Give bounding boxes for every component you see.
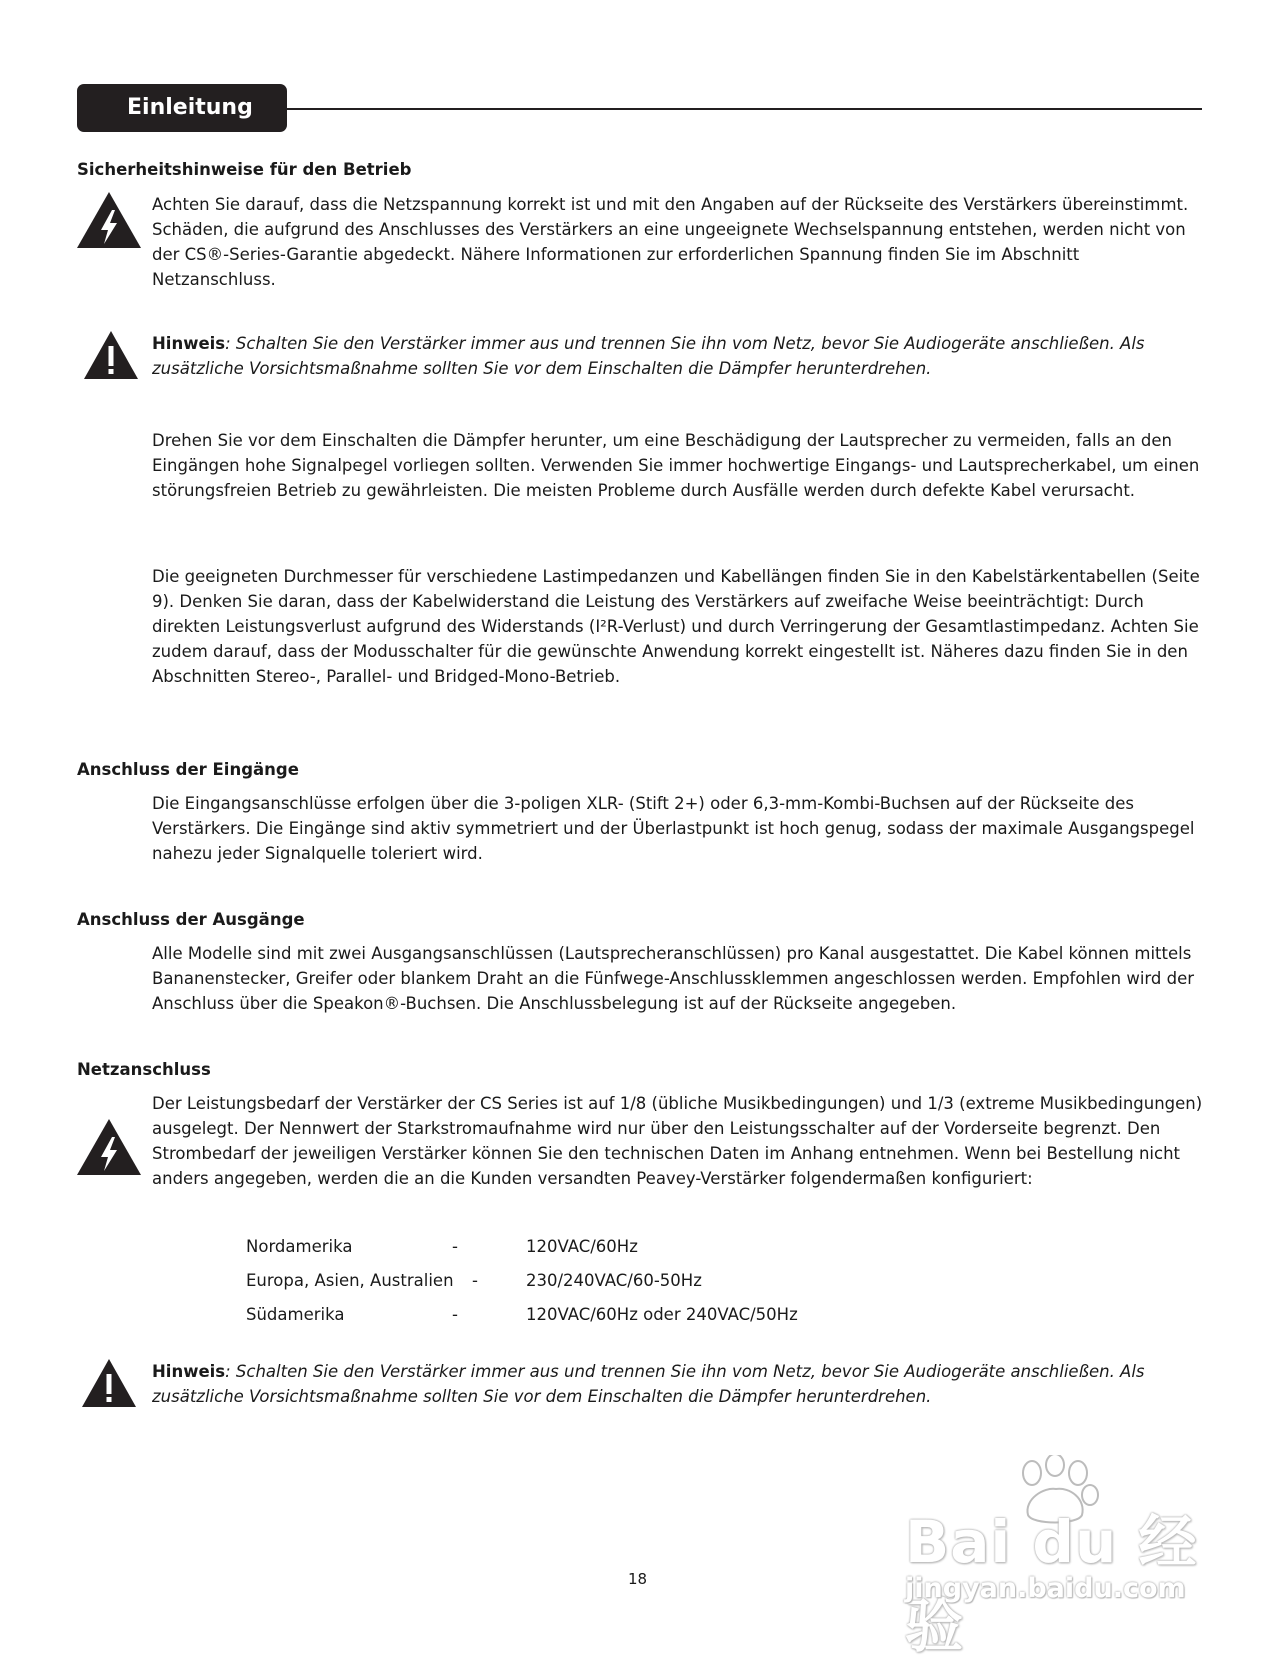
section-header (77, 84, 1202, 134)
spec-value: 120VAC/60Hz oder 240VAC/50Hz (526, 1305, 798, 1324)
note-label: Hinweis (152, 334, 226, 353)
spec-region: Südamerika (246, 1305, 345, 1324)
baidu-watermark (905, 1455, 1205, 1660)
safety-paragraph-1: Drehen Sie vor dem Einschalten die Dämpfer herunter, um eine Beschädigung der Lautsprecher zu vermeiden, falls an den Eingängen hohe Signalpegel vorliegen sollten. Verwenden Sie immer hochwertige Eingangs- und Lautsprecherkabel, um einen störungsfreien Betrieb zu gewährleisten. Die meisten Probleme durch Ausfälle werden durch defekte Kabel verursacht. (152, 431, 1200, 500)
note-label: Hinweis (152, 1362, 226, 1381)
heading-safety: Sicherheitshinweise für den Betrieb (77, 160, 412, 179)
safety-note (152, 331, 1207, 381)
exclamation-warning-icon (80, 1357, 138, 1413)
note-text: : Schalten Sie den Verstärker immer aus und trennen Sie ihn vom Netz, bevor Sie Audiogeräte anschließen. Als zusätzliche Vorsichtsmaßnahme sollten Sie vor dem Einschalten die Dämpfer herunterdrehen. (152, 334, 1145, 378)
spec-value: 230/240VAC/60-50Hz (526, 1271, 702, 1290)
spec-row (246, 1264, 846, 1298)
heading-outputs: Anschluss der Ausgänge (77, 910, 305, 929)
spec-dash: - (472, 1271, 478, 1290)
spec-dash: - (452, 1305, 458, 1324)
section-rule (287, 108, 1202, 110)
heading-inputs: Anschluss der Eingänge (77, 760, 299, 779)
spec-region: Europa, Asien, Australien (246, 1271, 454, 1290)
spec-region: Nordamerika (246, 1237, 353, 1256)
spec-row (246, 1230, 846, 1264)
spec-dash: - (452, 1237, 458, 1256)
inputs-text: Die Eingangsanschlüsse erfolgen über die 3-poligen XLR- (Stift 2+) oder 6,3-mm-Kombi-Buchsen auf der Rückseite des Verstärkers. Die Eingänge sind aktiv symmetriert und der Überlastpunkt ist hoch genug, sodass der maximale Ausgangspegel nahezu jeder Signalquelle toleriert wird. (152, 794, 1195, 863)
power-text: Der Leistungsbedarf der Verstärker der CS Series ist auf 1/8 (übliche Musikbedingungen) und 1/3 (extreme Musikbedingungen) ausgelegt. Der Nennwert der Starkstromaufnahme wird nur über den Leistungsschalter auf der Vorderseite begrenzt. Den Strombedarf der jeweiligen Verstärker können Sie den technischen Daten im Anhang entnehmen. Wenn bei Bestellung nicht anders angegeben, werden die an die Kunden versandten Peavey-Verstärker folgendermaßen konfiguriert: (152, 1094, 1203, 1188)
heading-power: Netzanschluss (77, 1060, 211, 1079)
watermark-url: jingyan.baidu.com (905, 1573, 1186, 1604)
spec-value: 120VAC/60Hz (526, 1237, 638, 1256)
power-spec-table (246, 1230, 846, 1332)
section-title: Einleitung (77, 84, 287, 132)
page-number: 18 (627, 1570, 648, 1588)
exclamation-warning-icon (82, 329, 140, 385)
watermark-brand: Bai du 经验 (905, 1508, 1198, 1660)
lightning-warning-icon (75, 190, 143, 254)
power-note (152, 1359, 1207, 1409)
safety-paragraph-2: Die geeigneten Durchmesser für verschiedene Lastimpedanzen und Kabellängen finden Sie in den Kabelstärkentabellen (Seite 9). Denken Sie daran, dass der Kabelwiderstand die Leistung des Verstärkers auf zweifache Weise beeinträchtigt: Durch direkten Leistungsverlust aufgrund des Widerstands (I²R-Verlust) und durch Verringerung der Gesamtlastimpedanz. Achten Sie zudem darauf, dass der Modusschalter für die gewünschte Anwendung korrekt eingestellt ist. Näheres dazu finden Sie in den Abschnitten Stereo-, Parallel- und Bridged-Mono-Betrieb. (152, 567, 1200, 686)
outputs-text: Alle Modelle sind mit zwei Ausgangsanschlüssen (Lautsprecheranschlüssen) pro Kanal ausgestattet. Die Kabel können mittels Bananenstecker, Greifer oder blankem Draht an die Fünfwege-Anschlussklemmen angeschlossen werden. Empfohlen wird der Anschluss über die Speakon®-Buchsen. Die Anschlussbelegung ist auf der Rückseite angegeben. (152, 944, 1195, 1013)
spec-row (246, 1298, 846, 1332)
note-text: : Schalten Sie den Verstärker immer aus und trennen Sie ihn vom Netz, bevor Sie Audiogeräte anschließen. Als zusätzliche Vorsichtsmaßnahme sollten Sie vor dem Einschalten die Dämpfer herunterdrehen. (152, 1362, 1145, 1406)
lightning-warning-icon (75, 1117, 143, 1181)
safety-warning-text: Achten Sie darauf, dass die Netzspannung korrekt ist und mit den Angaben auf der Rückseite des Verstärkers übereinstimmt. Schäden, die aufgrund des Anschlusses des Verstärkers an eine ungeeignete Wechselspannung entstehen, werden nicht von der CS®-Series-Garantie abgedeckt. Nähere Informationen zur erforderlichen Spannung finden Sie im Abschnitt Netzanschluss. (152, 195, 1189, 289)
